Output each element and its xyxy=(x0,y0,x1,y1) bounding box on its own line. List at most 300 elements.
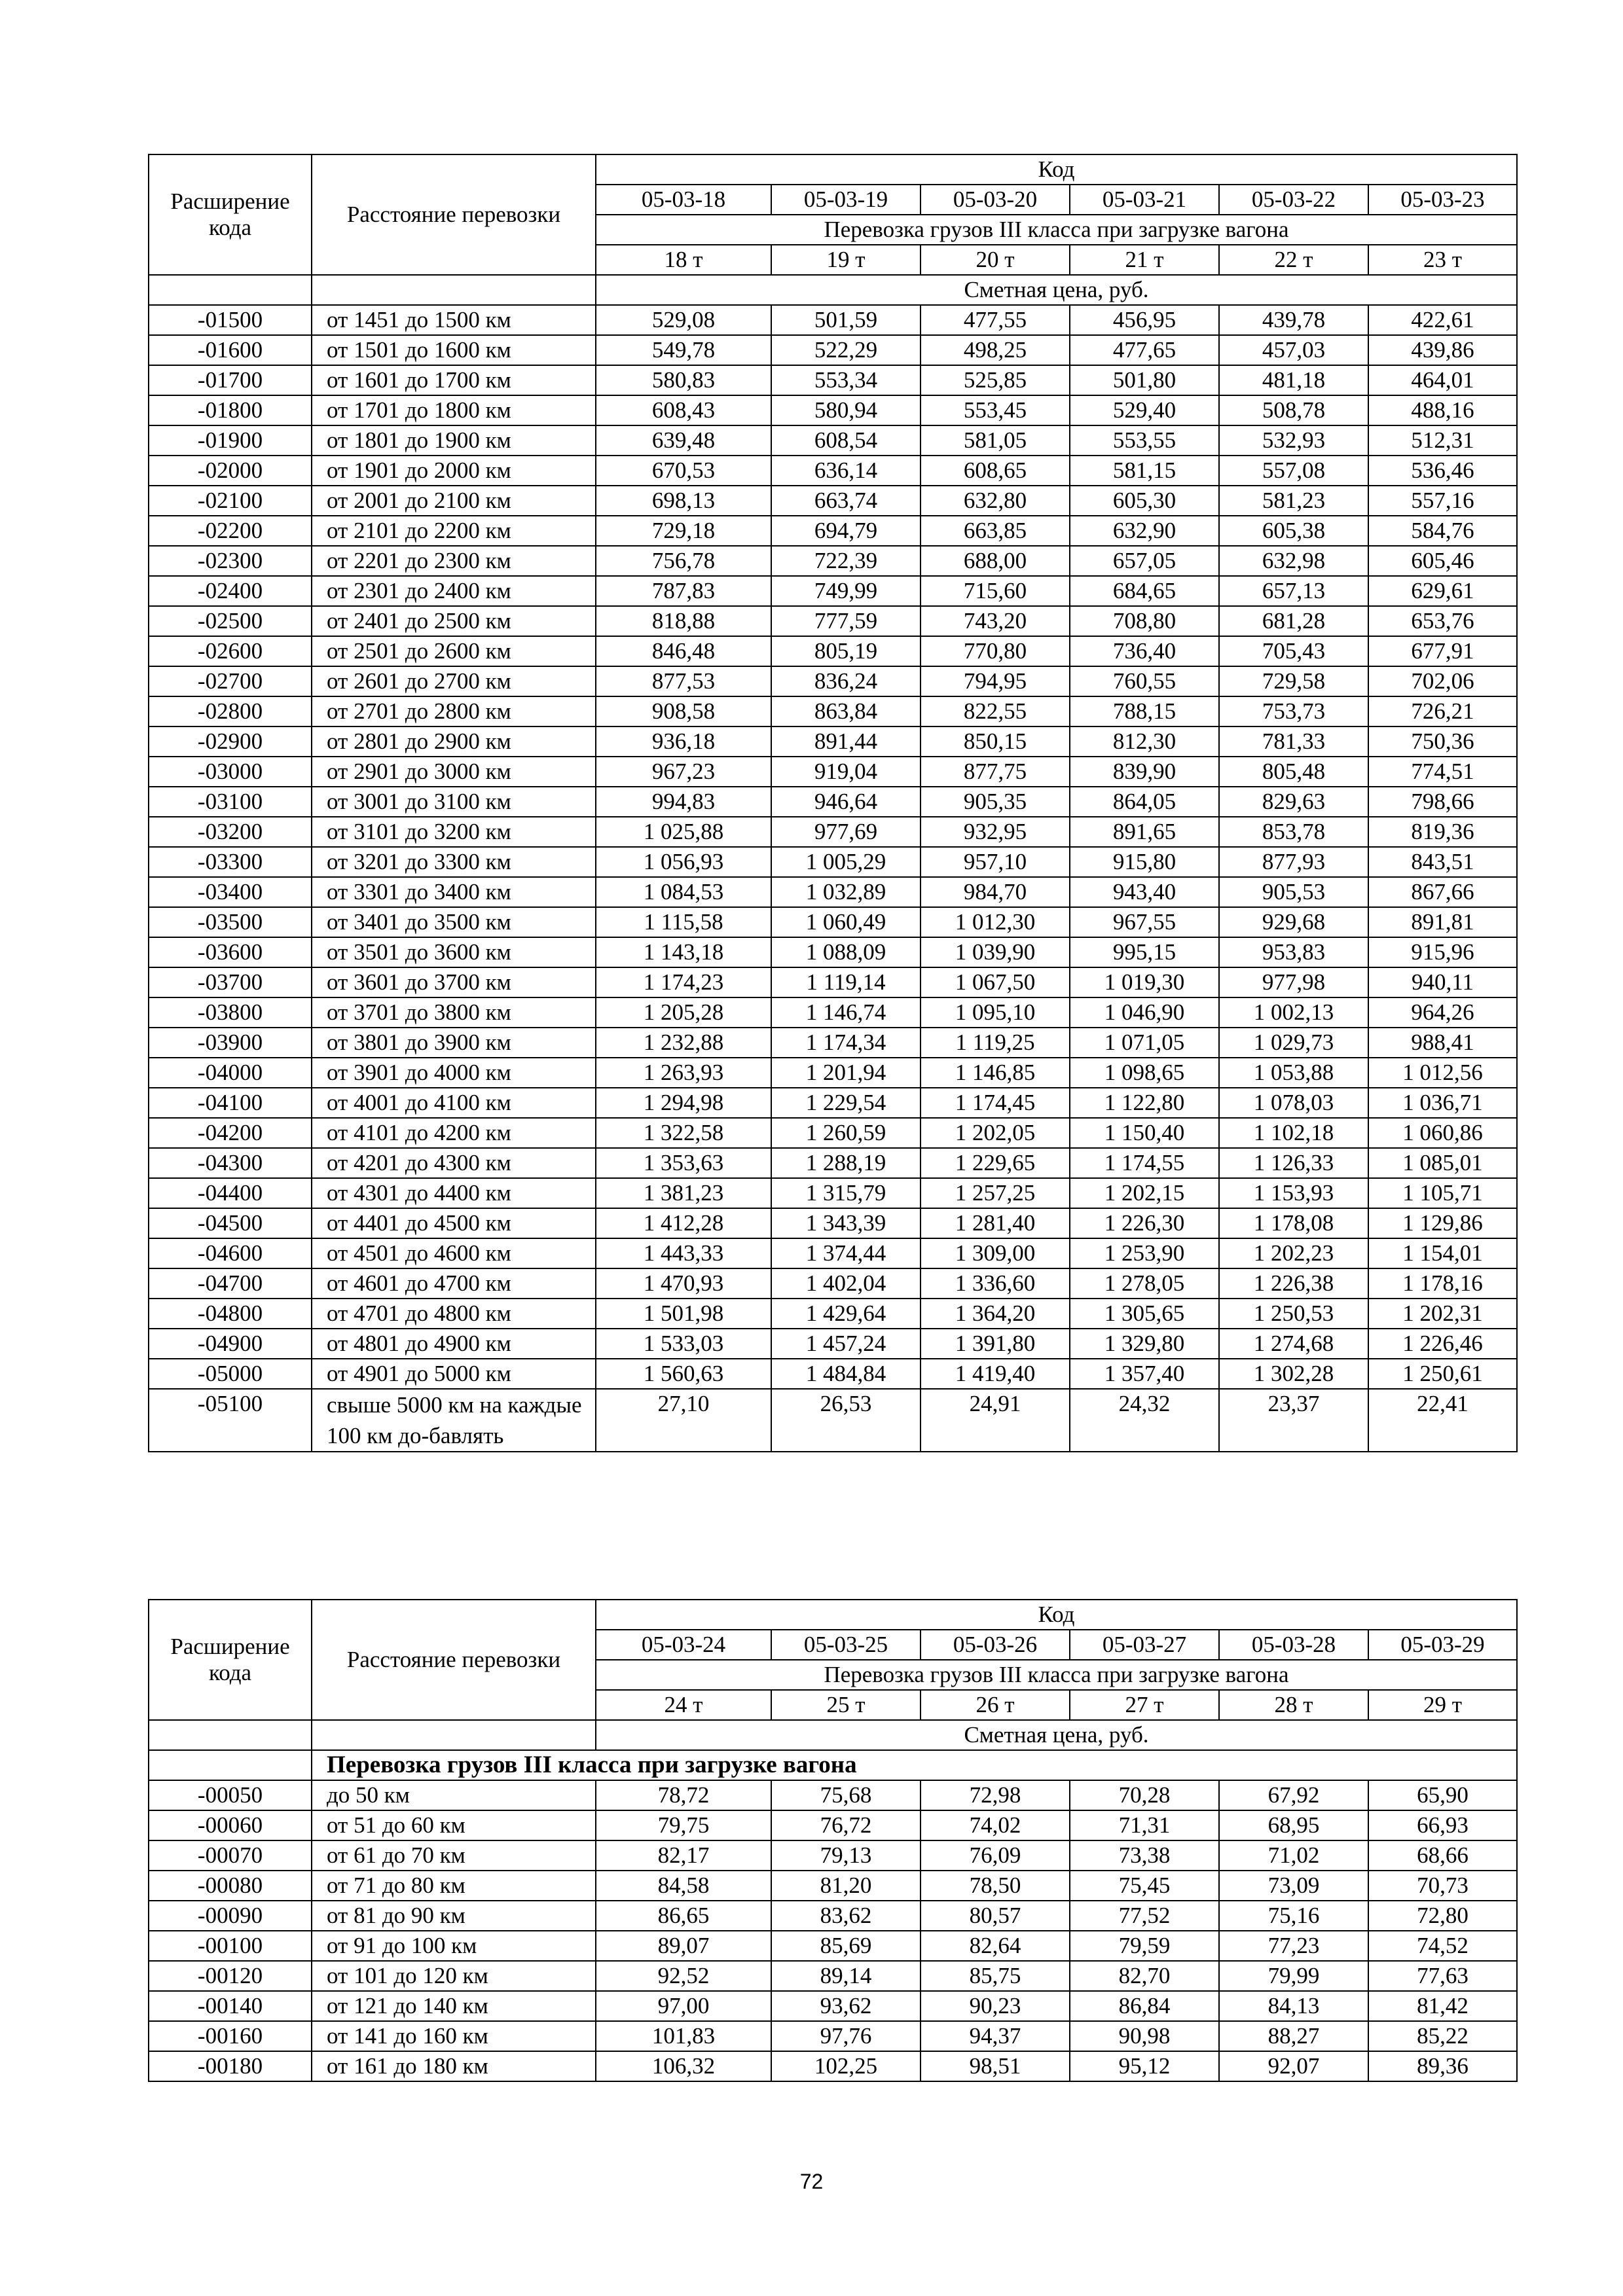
price-cell: 1 202,31 xyxy=(1368,1299,1517,1329)
price-cell: 1 364,20 xyxy=(921,1299,1070,1329)
price-cell: 743,20 xyxy=(921,606,1070,636)
price-cell: 549,78 xyxy=(596,335,771,365)
price-cell: 68,66 xyxy=(1368,1840,1517,1871)
price-cell: 1 005,29 xyxy=(771,847,921,877)
price-cell: 1 150,40 xyxy=(1070,1118,1219,1148)
price-cell: 1 226,38 xyxy=(1219,1268,1368,1299)
price-cell: 501,59 xyxy=(771,305,921,335)
price-cell: 1 056,93 xyxy=(596,847,771,877)
price-cell: 1 029,73 xyxy=(1219,1028,1368,1058)
price-cell: 1 178,16 xyxy=(1368,1268,1517,1299)
price-cell: 1 053,88 xyxy=(1219,1058,1368,1088)
price-cell: 68,95 xyxy=(1219,1810,1368,1840)
price-cell: 770,80 xyxy=(921,636,1070,666)
price-cell: 1 381,23 xyxy=(596,1178,771,1208)
price-cell: 86,65 xyxy=(596,1901,771,1931)
table-row xyxy=(149,1299,1517,1329)
price-cell: 1 391,80 xyxy=(921,1329,1070,1359)
price-cell: 1 098,65 xyxy=(1070,1058,1219,1088)
price-cell: 1 470,93 xyxy=(596,1268,771,1299)
price-cell: 891,44 xyxy=(771,726,921,757)
ext-code-cell: -02800 xyxy=(149,696,312,726)
price-cell: 1 126,33 xyxy=(1219,1148,1368,1178)
price-cell: 97,76 xyxy=(771,2021,921,2051)
price-cell: 812,30 xyxy=(1070,726,1219,757)
table-row xyxy=(149,1028,1517,1058)
price-cell: 89,14 xyxy=(771,1961,921,1991)
header-code-cell: 05-03-19 xyxy=(771,185,921,215)
price-cell: 1 032,89 xyxy=(771,877,921,907)
price-cell: 1 174,45 xyxy=(921,1088,1070,1118)
price-cell: 794,95 xyxy=(921,666,1070,696)
ext-code-cell: -00070 xyxy=(149,1840,312,1871)
price-cell: 1 119,25 xyxy=(921,1028,1070,1058)
price-cell: 65,90 xyxy=(1368,1780,1517,1810)
price-cell: 932,95 xyxy=(921,817,1070,847)
ext-code-cell: -02600 xyxy=(149,636,312,666)
header-load-cell: 27 т xyxy=(1070,1690,1219,1720)
price-cell: 839,90 xyxy=(1070,757,1219,787)
price-cell: 753,73 xyxy=(1219,696,1368,726)
price-cell: 553,34 xyxy=(771,365,921,395)
distance-cell: от 121 до 140 км xyxy=(312,1991,596,2021)
price-cell: 608,54 xyxy=(771,425,921,456)
price-cell: 76,09 xyxy=(921,1840,1070,1871)
ext-code-cell: -00120 xyxy=(149,1961,312,1991)
header-code: Код xyxy=(596,1600,1517,1630)
price-cell: 677,91 xyxy=(1368,636,1517,666)
price-cell: 908,58 xyxy=(596,696,771,726)
header-code-cell: 05-03-20 xyxy=(921,185,1070,215)
header-code-cell: 05-03-29 xyxy=(1368,1630,1517,1660)
blank-cell xyxy=(149,1750,312,1780)
price-cell: 553,55 xyxy=(1070,425,1219,456)
price-cell: 774,51 xyxy=(1368,757,1517,787)
header-code-cell: 05-03-22 xyxy=(1219,185,1368,215)
ext-code-cell: -00160 xyxy=(149,2021,312,2051)
price-cell: 698,13 xyxy=(596,486,771,516)
distance-cell: от 2801 до 2900 км xyxy=(312,726,596,757)
price-cell: 1 260,59 xyxy=(771,1118,921,1148)
price-cell: 24,91 xyxy=(921,1389,1070,1452)
distance-cell: от 4801 до 4900 км xyxy=(312,1329,596,1359)
ext-code-cell: -01500 xyxy=(149,305,312,335)
price-cell: 529,40 xyxy=(1070,395,1219,425)
price-cell: 977,69 xyxy=(771,817,921,847)
price-cell: 853,78 xyxy=(1219,817,1368,847)
header-code-cell: 05-03-27 xyxy=(1070,1630,1219,1660)
distance-cell: от 2201 до 2300 км xyxy=(312,546,596,576)
price-cell: 82,17 xyxy=(596,1840,771,1871)
header-load-cell: 25 т xyxy=(771,1690,921,1720)
price-cell: 27,10 xyxy=(596,1389,771,1452)
price-cell: 79,59 xyxy=(1070,1931,1219,1961)
price-cell: 1 174,34 xyxy=(771,1028,921,1058)
price-cell: 557,08 xyxy=(1219,456,1368,486)
ext-code-cell: -02700 xyxy=(149,666,312,696)
table-row xyxy=(149,726,1517,757)
table-row xyxy=(149,1389,1517,1452)
price-cell: 787,83 xyxy=(596,576,771,606)
price-cell: 76,72 xyxy=(771,1810,921,1840)
price-cell: 684,65 xyxy=(1070,576,1219,606)
ext-code-cell: -04300 xyxy=(149,1148,312,1178)
price-cell: 1 202,23 xyxy=(1219,1238,1368,1268)
price-cell: 836,24 xyxy=(771,666,921,696)
distance-cell: от 1701 до 1800 км xyxy=(312,395,596,425)
price-cell: 84,58 xyxy=(596,1871,771,1901)
price-cell: 977,98 xyxy=(1219,967,1368,997)
price-cell: 605,46 xyxy=(1368,546,1517,576)
price-cell: 1 263,93 xyxy=(596,1058,771,1088)
distance-cell: от 1601 до 1700 км xyxy=(312,365,596,395)
table-row xyxy=(149,516,1517,546)
table-row xyxy=(149,847,1517,877)
table-row xyxy=(149,305,1517,335)
price-cell: 456,95 xyxy=(1070,305,1219,335)
ext-code-cell: -02000 xyxy=(149,456,312,486)
price-cell: 891,65 xyxy=(1070,817,1219,847)
price-cell: 936,18 xyxy=(596,726,771,757)
price-cell: 605,30 xyxy=(1070,486,1219,516)
ext-code-cell: -01900 xyxy=(149,425,312,456)
price-cell: 1 353,63 xyxy=(596,1148,771,1178)
distance-cell: от 3001 до 3100 км xyxy=(312,787,596,817)
price-cell: 580,94 xyxy=(771,395,921,425)
table-row xyxy=(149,486,1517,516)
price-cell: 525,85 xyxy=(921,365,1070,395)
header-code-cell: 05-03-23 xyxy=(1368,185,1517,215)
price-cell: 1 229,54 xyxy=(771,1088,921,1118)
header-load-cell: 20 т xyxy=(921,245,1070,275)
price-cell: 1 105,71 xyxy=(1368,1178,1517,1208)
distance-cell: от 3601 до 3700 км xyxy=(312,967,596,997)
header-load-cell: 22 т xyxy=(1219,245,1368,275)
price-cell: 867,66 xyxy=(1368,877,1517,907)
header-code-cell: 05-03-25 xyxy=(771,1630,921,1660)
price-cell: 66,93 xyxy=(1368,1810,1517,1840)
ext-code-cell: -04100 xyxy=(149,1088,312,1118)
price-cell: 905,35 xyxy=(921,787,1070,817)
header-code: Код xyxy=(596,154,1517,185)
header-cargo: Перевозка грузов III класса при загрузке вагона xyxy=(596,215,1517,245)
price-cell: 78,50 xyxy=(921,1871,1070,1901)
price-cell: 1 154,01 xyxy=(1368,1238,1517,1268)
table-row xyxy=(149,1359,1517,1389)
price-cell: 23,37 xyxy=(1219,1389,1368,1452)
price-cell: 864,05 xyxy=(1070,787,1219,817)
distance-cell: от 1901 до 2000 км xyxy=(312,456,596,486)
ext-code-cell: -03700 xyxy=(149,967,312,997)
price-cell: 995,15 xyxy=(1070,937,1219,967)
table-row xyxy=(149,1840,1517,1871)
table-row xyxy=(149,1058,1517,1088)
ext-code-cell: -02900 xyxy=(149,726,312,757)
price-cell: 877,93 xyxy=(1219,847,1368,877)
table-row xyxy=(149,335,1517,365)
price-cell: 877,75 xyxy=(921,757,1070,787)
price-cell: 94,37 xyxy=(921,2021,1070,2051)
table-row xyxy=(149,1268,1517,1299)
table-row xyxy=(149,1208,1517,1238)
price-cell: 781,33 xyxy=(1219,726,1368,757)
price-cell: 688,00 xyxy=(921,546,1070,576)
header-load-cell: 24 т xyxy=(596,1690,771,1720)
ext-code-cell: -04200 xyxy=(149,1118,312,1148)
header-distance: Расстояние перевозки xyxy=(312,154,596,275)
price-cell: 829,63 xyxy=(1219,787,1368,817)
table-row xyxy=(149,1148,1517,1178)
table-row xyxy=(149,425,1517,456)
price-cell: 101,83 xyxy=(596,2021,771,2051)
distance-cell: от 4401 до 4500 км xyxy=(312,1208,596,1238)
distance-cell: от 4201 до 4300 км xyxy=(312,1148,596,1178)
distance-cell: от 3201 до 3300 км xyxy=(312,847,596,877)
price-cell: 1 374,44 xyxy=(771,1238,921,1268)
price-cell: 557,16 xyxy=(1368,486,1517,516)
price-cell: 708,80 xyxy=(1070,606,1219,636)
price-cell: 1 302,28 xyxy=(1219,1359,1368,1389)
price-cell: 580,83 xyxy=(596,365,771,395)
price-cell: 608,43 xyxy=(596,395,771,425)
price-cell: 1 484,84 xyxy=(771,1359,921,1389)
price-cell: 92,07 xyxy=(1219,2051,1368,2081)
table-row xyxy=(149,1238,1517,1268)
price-cell: 605,38 xyxy=(1219,516,1368,546)
price-cell: 501,80 xyxy=(1070,365,1219,395)
price-cell: 702,06 xyxy=(1368,666,1517,696)
distance-cell: от 3801 до 3900 км xyxy=(312,1028,596,1058)
distance-cell: от 71 до 80 км xyxy=(312,1871,596,1901)
ext-code-cell: -00060 xyxy=(149,1810,312,1840)
price-cell: 85,75 xyxy=(921,1961,1070,1991)
table-row xyxy=(149,787,1517,817)
price-cell: 1 202,15 xyxy=(1070,1178,1219,1208)
header-cargo: Перевозка грузов III класса при загрузке вагона xyxy=(596,1660,1517,1690)
distance-cell: от 101 до 120 км xyxy=(312,1961,596,1991)
price-cell: 1 294,98 xyxy=(596,1088,771,1118)
price-cell: 915,80 xyxy=(1070,847,1219,877)
price-cell: 1 232,88 xyxy=(596,1028,771,1058)
price-cell: 581,23 xyxy=(1219,486,1368,516)
table-row xyxy=(149,395,1517,425)
price-cell: 1 343,39 xyxy=(771,1208,921,1238)
price-cell: 846,48 xyxy=(596,636,771,666)
ext-code-cell: -04600 xyxy=(149,1238,312,1268)
header-code-cell: 05-03-18 xyxy=(596,185,771,215)
price-cell: 681,28 xyxy=(1219,606,1368,636)
price-cell: 73,09 xyxy=(1219,1871,1368,1901)
header-code-cell: 05-03-26 xyxy=(921,1630,1070,1660)
price-cell: 891,81 xyxy=(1368,907,1517,937)
header-ext-code: Расширение кода xyxy=(149,154,312,275)
table-row xyxy=(149,1178,1517,1208)
price-cell: 657,13 xyxy=(1219,576,1368,606)
ext-code-cell: -01600 xyxy=(149,335,312,365)
ext-code-cell: -03400 xyxy=(149,877,312,907)
price-cell: 84,13 xyxy=(1219,1991,1368,2021)
price-cell: 729,58 xyxy=(1219,666,1368,696)
table-row xyxy=(149,666,1517,696)
price-cell: 863,84 xyxy=(771,696,921,726)
price-cell: 749,99 xyxy=(771,576,921,606)
header-code-cell: 05-03-24 xyxy=(596,1630,771,1660)
price-cell: 1 250,53 xyxy=(1219,1299,1368,1329)
table-row xyxy=(149,997,1517,1028)
price-cell: 1 084,53 xyxy=(596,877,771,907)
price-cell: 82,64 xyxy=(921,1931,1070,1961)
table-row xyxy=(149,576,1517,606)
distance-cell: от 61 до 70 км xyxy=(312,1840,596,1871)
distance-cell: от 4901 до 5000 км xyxy=(312,1359,596,1389)
price-cell: 670,53 xyxy=(596,456,771,486)
price-cell: 67,92 xyxy=(1219,1780,1368,1810)
price-cell: 71,31 xyxy=(1070,1810,1219,1840)
blank-cell xyxy=(312,1720,596,1750)
distance-cell: от 2001 до 2100 км xyxy=(312,486,596,516)
price-cell: 81,42 xyxy=(1368,1991,1517,2021)
price-cell: 967,55 xyxy=(1070,907,1219,937)
price-cell: 73,38 xyxy=(1070,1840,1219,1871)
distance-cell: от 141 до 160 км xyxy=(312,2021,596,2051)
price-cell: 967,23 xyxy=(596,757,771,787)
price-cell: 532,93 xyxy=(1219,425,1368,456)
ext-code-cell: -04500 xyxy=(149,1208,312,1238)
price-cell: 822,55 xyxy=(921,696,1070,726)
price-cell: 629,61 xyxy=(1368,576,1517,606)
price-cell: 705,43 xyxy=(1219,636,1368,666)
header-load-cell: 19 т xyxy=(771,245,921,275)
price-cell: 77,23 xyxy=(1219,1931,1368,1961)
price-cell: 83,62 xyxy=(771,1901,921,1931)
header-code-cell: 05-03-28 xyxy=(1219,1630,1368,1660)
price-cell: 1 143,18 xyxy=(596,937,771,967)
table-row xyxy=(149,1991,1517,2021)
distance-cell: от 3701 до 3800 км xyxy=(312,997,596,1028)
price-cell: 1 060,86 xyxy=(1368,1118,1517,1148)
ext-code-cell: -03500 xyxy=(149,907,312,937)
price-cell: 877,53 xyxy=(596,666,771,696)
ext-code-cell: -00090 xyxy=(149,1901,312,1931)
price-cell: 457,03 xyxy=(1219,335,1368,365)
header-price: Сметная цена, руб. xyxy=(596,275,1517,305)
price-cell: 1 278,05 xyxy=(1070,1268,1219,1299)
price-cell: 843,51 xyxy=(1368,847,1517,877)
distance-cell: от 4101 до 4200 км xyxy=(312,1118,596,1148)
price-cell: 79,13 xyxy=(771,1840,921,1871)
price-cell: 536,46 xyxy=(1368,456,1517,486)
price-cell: 946,64 xyxy=(771,787,921,817)
price-cell: 1 046,90 xyxy=(1070,997,1219,1028)
table-row xyxy=(149,757,1517,787)
header-ext-code: Расширение кода xyxy=(149,1600,312,1720)
price-cell: 581,15 xyxy=(1070,456,1219,486)
price-cell: 90,23 xyxy=(921,1991,1070,2021)
ext-code-cell: -03900 xyxy=(149,1028,312,1058)
price-cell: 522,29 xyxy=(771,335,921,365)
ext-code-cell: -02100 xyxy=(149,486,312,516)
price-cell: 1 202,05 xyxy=(921,1118,1070,1148)
price-cell: 1 012,30 xyxy=(921,907,1070,937)
price-cell: 663,74 xyxy=(771,486,921,516)
price-cell: 798,66 xyxy=(1368,787,1517,817)
price-cell: 79,99 xyxy=(1219,1961,1368,1991)
table-row xyxy=(149,636,1517,666)
table-row xyxy=(149,1780,1517,1810)
price-cell: 1 309,00 xyxy=(921,1238,1070,1268)
price-cell: 81,20 xyxy=(771,1871,921,1901)
ext-code-cell: -03100 xyxy=(149,787,312,817)
price-cell: 1 078,03 xyxy=(1219,1088,1368,1118)
table-row xyxy=(149,456,1517,486)
table-row xyxy=(149,1901,1517,1931)
price-cell: 919,04 xyxy=(771,757,921,787)
price-cell: 1 443,33 xyxy=(596,1238,771,1268)
ext-code-cell: -04400 xyxy=(149,1178,312,1208)
ext-code-cell: -04000 xyxy=(149,1058,312,1088)
blank-cell xyxy=(149,275,312,305)
price-cell: 22,41 xyxy=(1368,1389,1517,1452)
table-row xyxy=(149,1088,1517,1118)
price-cell: 819,36 xyxy=(1368,817,1517,847)
price-cell: 1 085,01 xyxy=(1368,1148,1517,1178)
ext-code-cell: -05100 xyxy=(149,1389,312,1452)
ext-code-cell: -00140 xyxy=(149,1991,312,2021)
price-cell: 72,80 xyxy=(1368,1901,1517,1931)
price-cell: 71,02 xyxy=(1219,1840,1368,1871)
ext-code-cell: -00180 xyxy=(149,2051,312,2081)
price-cell: 988,41 xyxy=(1368,1028,1517,1058)
distance-cell: до 50 км xyxy=(312,1780,596,1810)
price-cell: 98,51 xyxy=(921,2051,1070,2081)
header-load-cell: 29 т xyxy=(1368,1690,1517,1720)
price-cell: 89,07 xyxy=(596,1931,771,1961)
distance-cell: от 3501 до 3600 км xyxy=(312,937,596,967)
price-cell: 915,96 xyxy=(1368,937,1517,967)
price-cell: 498,25 xyxy=(921,335,1070,365)
price-cell: 722,39 xyxy=(771,546,921,576)
price-cell: 957,10 xyxy=(921,847,1070,877)
price-cell: 77,52 xyxy=(1070,1901,1219,1931)
ext-code-cell: -03300 xyxy=(149,847,312,877)
price-cell: 788,15 xyxy=(1070,696,1219,726)
price-cell: 102,25 xyxy=(771,2051,921,2081)
price-cell: 1 412,28 xyxy=(596,1208,771,1238)
header-load-cell: 18 т xyxy=(596,245,771,275)
ext-code-cell: -01800 xyxy=(149,395,312,425)
price-cell: 1 429,64 xyxy=(771,1299,921,1329)
price-cell: 657,05 xyxy=(1070,546,1219,576)
distance-cell: от 2101 до 2200 км xyxy=(312,516,596,546)
section-title: Перевозка грузов III класса при загрузке вагона xyxy=(312,1750,1517,1780)
price-cell: 1 174,55 xyxy=(1070,1148,1219,1178)
distance-cell: свыше 5000 км на каждые 100 км до-бавлять xyxy=(312,1389,596,1452)
price-cell: 736,40 xyxy=(1070,636,1219,666)
header-distance: Расстояние перевозки xyxy=(312,1600,596,1720)
ext-code-cell: -02300 xyxy=(149,546,312,576)
price-cell: 1 067,50 xyxy=(921,967,1070,997)
price-cell: 1 039,90 xyxy=(921,937,1070,967)
price-cell: 1 315,79 xyxy=(771,1178,921,1208)
table-row xyxy=(149,1329,1517,1359)
distance-cell: от 161 до 180 км xyxy=(312,2051,596,2081)
distance-cell: от 2401 до 2500 км xyxy=(312,606,596,636)
price-cell: 636,14 xyxy=(771,456,921,486)
price-cell: 85,22 xyxy=(1368,2021,1517,2051)
distance-cell: от 1801 до 1900 км xyxy=(312,425,596,456)
price-cell: 70,28 xyxy=(1070,1780,1219,1810)
table-row xyxy=(149,696,1517,726)
